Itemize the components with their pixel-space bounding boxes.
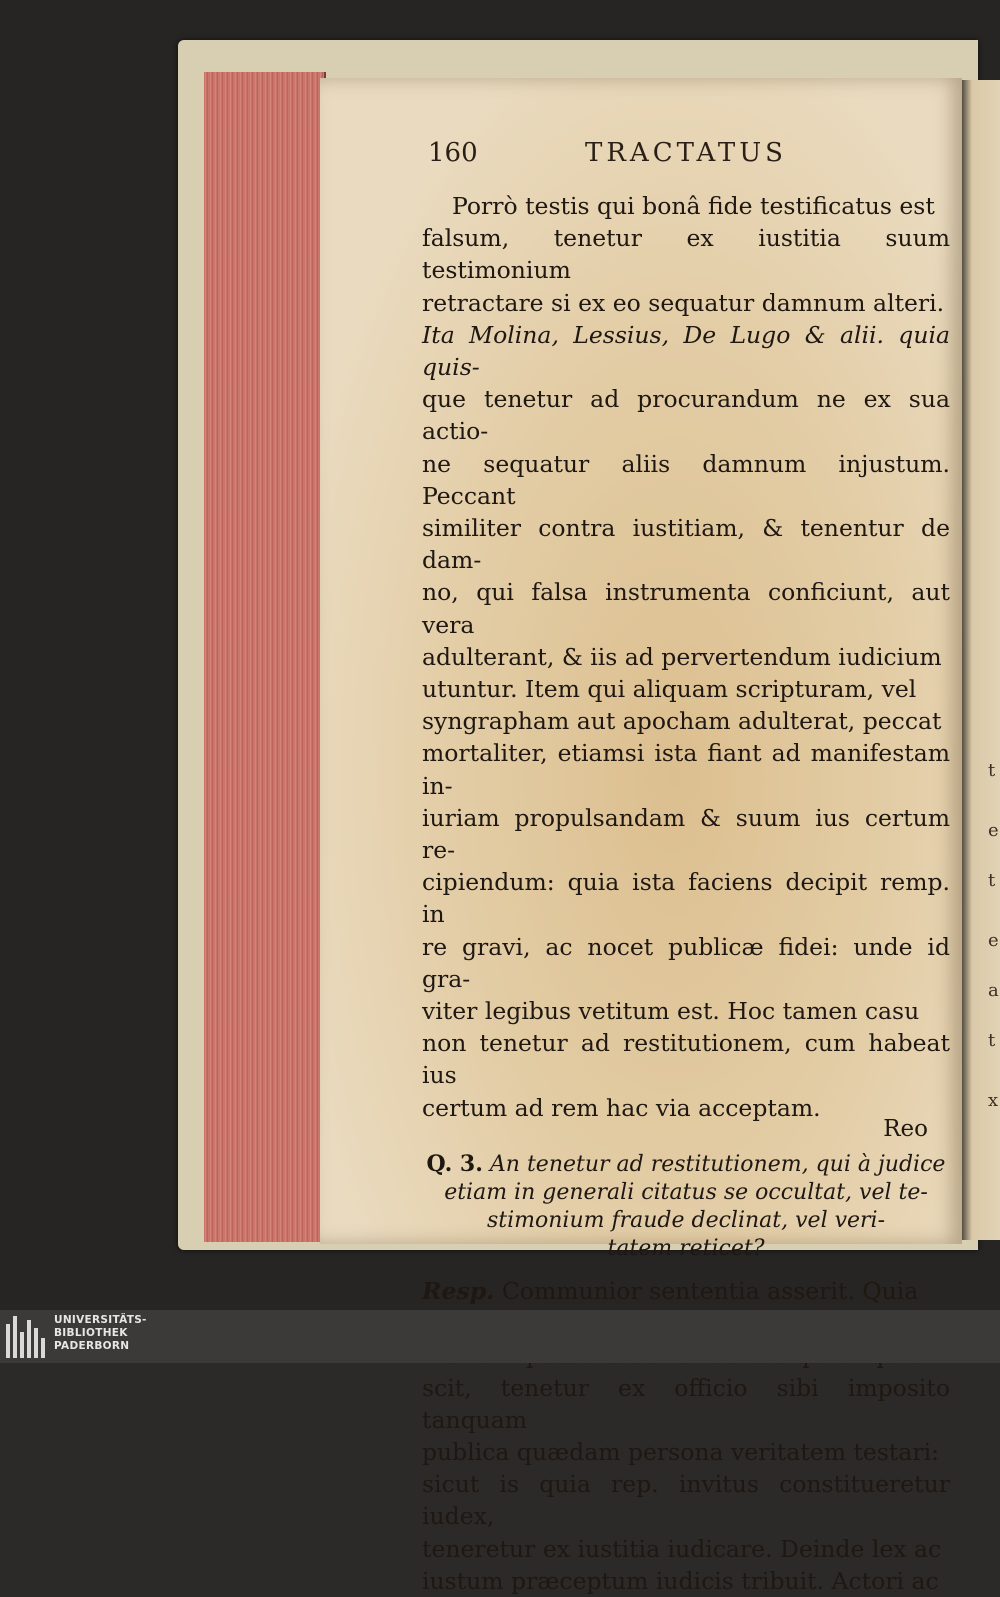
text-line: cipiendum: quia ista faciens decipit remp. in — [422, 868, 950, 929]
page-header — [320, 138, 962, 178]
text-line: iuriam propulsandam & suum ius certum re- — [422, 803, 950, 865]
response-label: Resp. — [422, 1276, 495, 1305]
text-line: similiter contra iustitiam, & tenentur de dam- — [422, 514, 950, 575]
text-line: retractare si ex eo sequatur damnum alteri. — [422, 288, 945, 317]
text-line: viter legibus vetitum est. Hoc tamen casu — [422, 997, 920, 1026]
text-line: no, qui falsa instrumenta conficiunt, aut vera — [422, 578, 950, 639]
question-line: stimonium fraude declinat, vel veri- — [486, 1207, 886, 1233]
question-heading — [422, 1150, 950, 1263]
library-name-line: BIBLIOTHEK — [54, 1327, 128, 1339]
text-line: Ita Molina, Lessius, De Lugo & alii. quia quis- — [422, 320, 950, 382]
text-line: ne sequatur aliis damnum injustum. Peccant — [422, 449, 950, 510]
question-label: Q. 3. — [426, 1150, 483, 1177]
question-text: An tenetur ad restitutionem, qui à judice — [489, 1151, 946, 1177]
body-text — [422, 190, 950, 1597]
page-edges — [204, 72, 326, 1242]
paragraph-1 — [422, 190, 950, 1124]
book-page — [320, 78, 962, 1595]
question-line — [422, 1150, 950, 1179]
running-title: TRACTATUS — [585, 138, 787, 168]
text-line: iustum præceptum iudicis tribuit. Actori ac — [422, 1566, 939, 1595]
text-line: teneretur ex iustitia iudicare. Deinde lex ac — [422, 1534, 942, 1563]
text-line: mortaliter, etiamsi ista fiant ad manifestam in- — [422, 739, 950, 800]
response-text: Communior sententia asserit. Quia — [501, 1276, 919, 1305]
catchword: Reo — [883, 1116, 928, 1142]
text-line — [422, 1275, 950, 1307]
library-footer — [0, 1310, 1000, 1363]
library-name-line: PADERBORN — [54, 1340, 130, 1352]
text-line: utuntur. Item qui aliquam scripturam, vel — [422, 675, 917, 704]
text-line: publica quædam persona veritatem testari: — [422, 1437, 939, 1466]
library-name — [54, 1314, 147, 1353]
text-line: non tenetur ad restitutionem, cum habeat ius — [422, 1029, 950, 1090]
library-logo-icon — [6, 1316, 46, 1358]
text-line: Porrò testis qui bonâ fide testificatus est — [452, 192, 935, 220]
text-line: scit, tenetur ex officio sibi imposito tanquam — [422, 1373, 950, 1434]
library-name-line: UNIVERSITÄTS- — [54, 1314, 147, 1326]
text-line: syngrapham aut apocham adulterat, peccat — [422, 707, 942, 736]
text-line: re gravi, ac nocet publicæ fidei: unde id gra- — [422, 932, 950, 993]
facing-page-sliver: t e t e a t x — [960, 80, 1000, 1240]
text-line: que tenetur ad procurandum ne ex sua actio- — [422, 385, 950, 446]
text-line: sicut is quia rep. invitus constitueretur iudex, — [422, 1470, 950, 1531]
question-line: etiam in generali citatus se occultat, vel te- — [444, 1179, 928, 1205]
page-number: 160 — [428, 138, 478, 168]
text-line: adulterant, & iis ad pervertendum iudicium — [422, 642, 942, 671]
text-line: certum ad rem hac via acceptam. — [422, 1093, 821, 1122]
question-line: tatem reticet? — [607, 1235, 765, 1261]
text-line: falsum, tenetur ex iustitia suum testimonium — [422, 224, 950, 285]
